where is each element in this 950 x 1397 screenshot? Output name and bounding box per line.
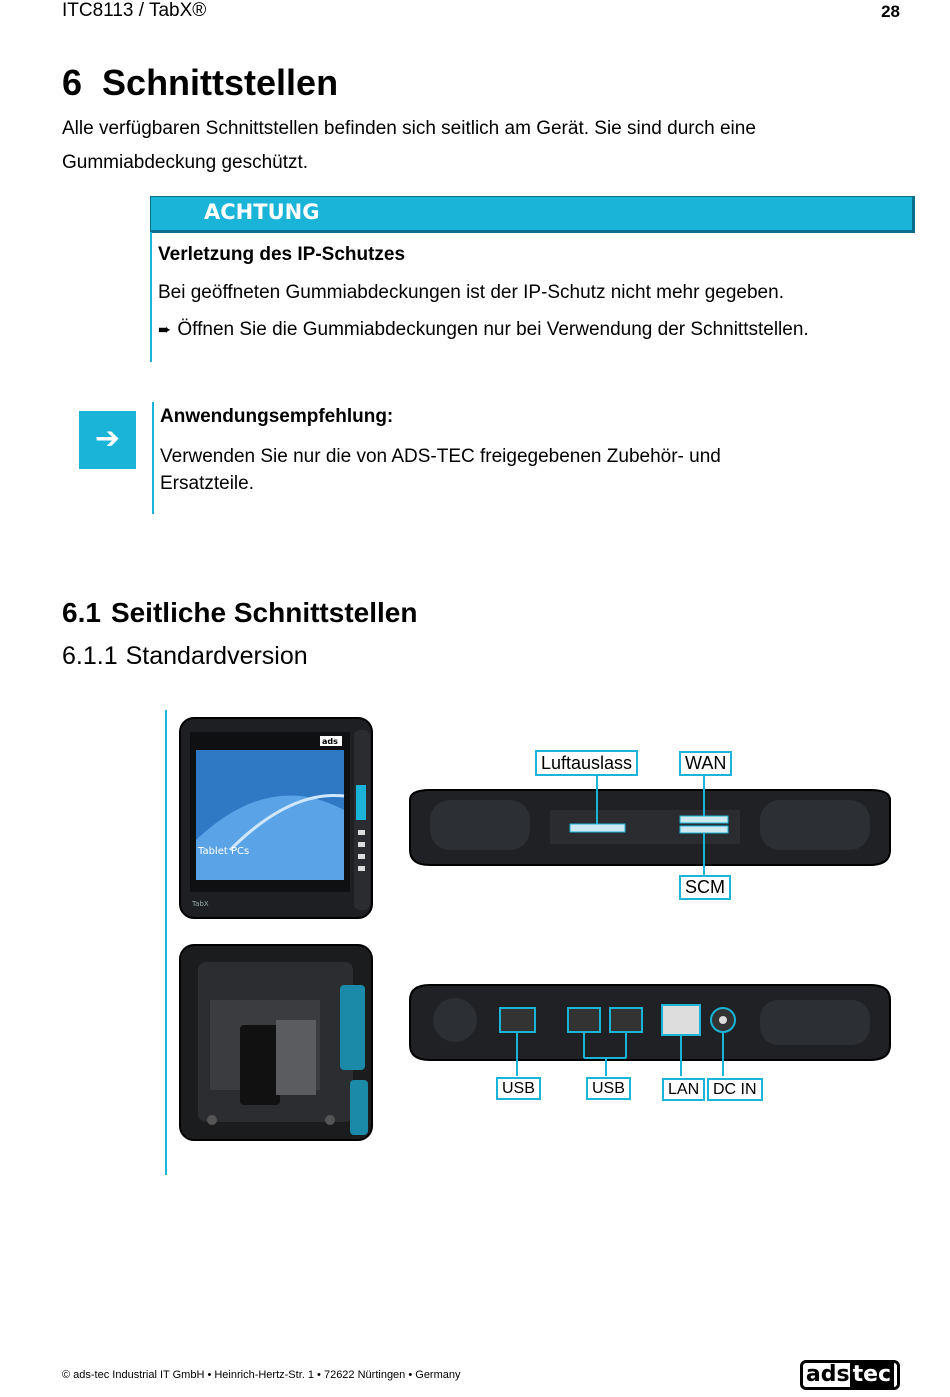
label-lan: LAN <box>662 1078 705 1101</box>
subsection-heading <box>62 597 417 629</box>
warning-title: ACHTUNG <box>204 200 320 224</box>
logo-ads: ads <box>805 1362 850 1387</box>
screen-brand: TabX <box>192 900 209 908</box>
recommendation-side-line <box>152 402 154 514</box>
subsubsection-heading <box>62 642 308 671</box>
label-wan: WAN <box>679 751 732 776</box>
action-arrow-icon: ➨ <box>158 320 172 339</box>
recommendation-heading: Anwendungsempfehlung: <box>160 406 394 427</box>
recommendation-text: Verwenden Sie nur die von ADS-TEC freigegebenen Zubehör- und Ersatzteile. <box>160 446 721 494</box>
subsubsection-title: Standardversion <box>125 642 308 670</box>
screen-text: Tablet PCs <box>198 846 250 857</box>
warning-text: Bei geöffneten Gummiabdeckungen ist der IP-Schutz nicht mehr gegeben. <box>158 282 784 303</box>
label-dc-in: DC IN <box>707 1078 763 1101</box>
page-number: 28 <box>881 2 900 21</box>
subsubsection-number: 6.1.1 <box>62 642 118 670</box>
label-usb-1: USB <box>496 1077 541 1100</box>
warning-heading: Verletzung des IP-Schutzes <box>158 244 406 265</box>
logo-tec: tec <box>850 1362 894 1387</box>
warning-action-text: Öffnen Sie die Gummiabdeckungen nur bei Verwendung der Schnittstellen. <box>177 319 809 340</box>
footer-text: © ads-tec Industrial IT GmbH • Heinrich-Hertz-Str. 1 • 72622 Nürtingen • Germany <box>62 1369 461 1381</box>
device-top-side-image <box>410 774 890 876</box>
section-heading <box>62 62 338 104</box>
warning-side-line <box>150 232 152 362</box>
section-intro: Alle verfügbaren Schnittstellen befinden sich seitlich am Gerät. Sie sind durch eine Gummiabdeckung geschützt. <box>62 118 756 173</box>
figure-side-line <box>165 710 167 1175</box>
label-usb-2: USB <box>586 1077 631 1100</box>
arrow-right-icon: ➔ <box>79 411 136 469</box>
label-scm: SCM <box>679 875 731 900</box>
company-logo <box>800 1360 900 1390</box>
label-luftauslass: Luftauslass <box>535 750 638 776</box>
warning-action <box>158 319 809 341</box>
tablet-back-image <box>180 945 372 1140</box>
device-logo: ads <box>322 737 338 746</box>
document-title: ITC8113 / TabX® <box>62 0 207 21</box>
subsection-number: 6.1 <box>62 597 101 628</box>
subsection-title: Seitliche Schnittstellen <box>110 597 418 628</box>
tablet-front-image <box>180 718 372 918</box>
section-title: Schnittstellen <box>102 62 339 103</box>
section-number: 6 <box>62 62 83 103</box>
device-bottom-side-image <box>410 985 890 1076</box>
